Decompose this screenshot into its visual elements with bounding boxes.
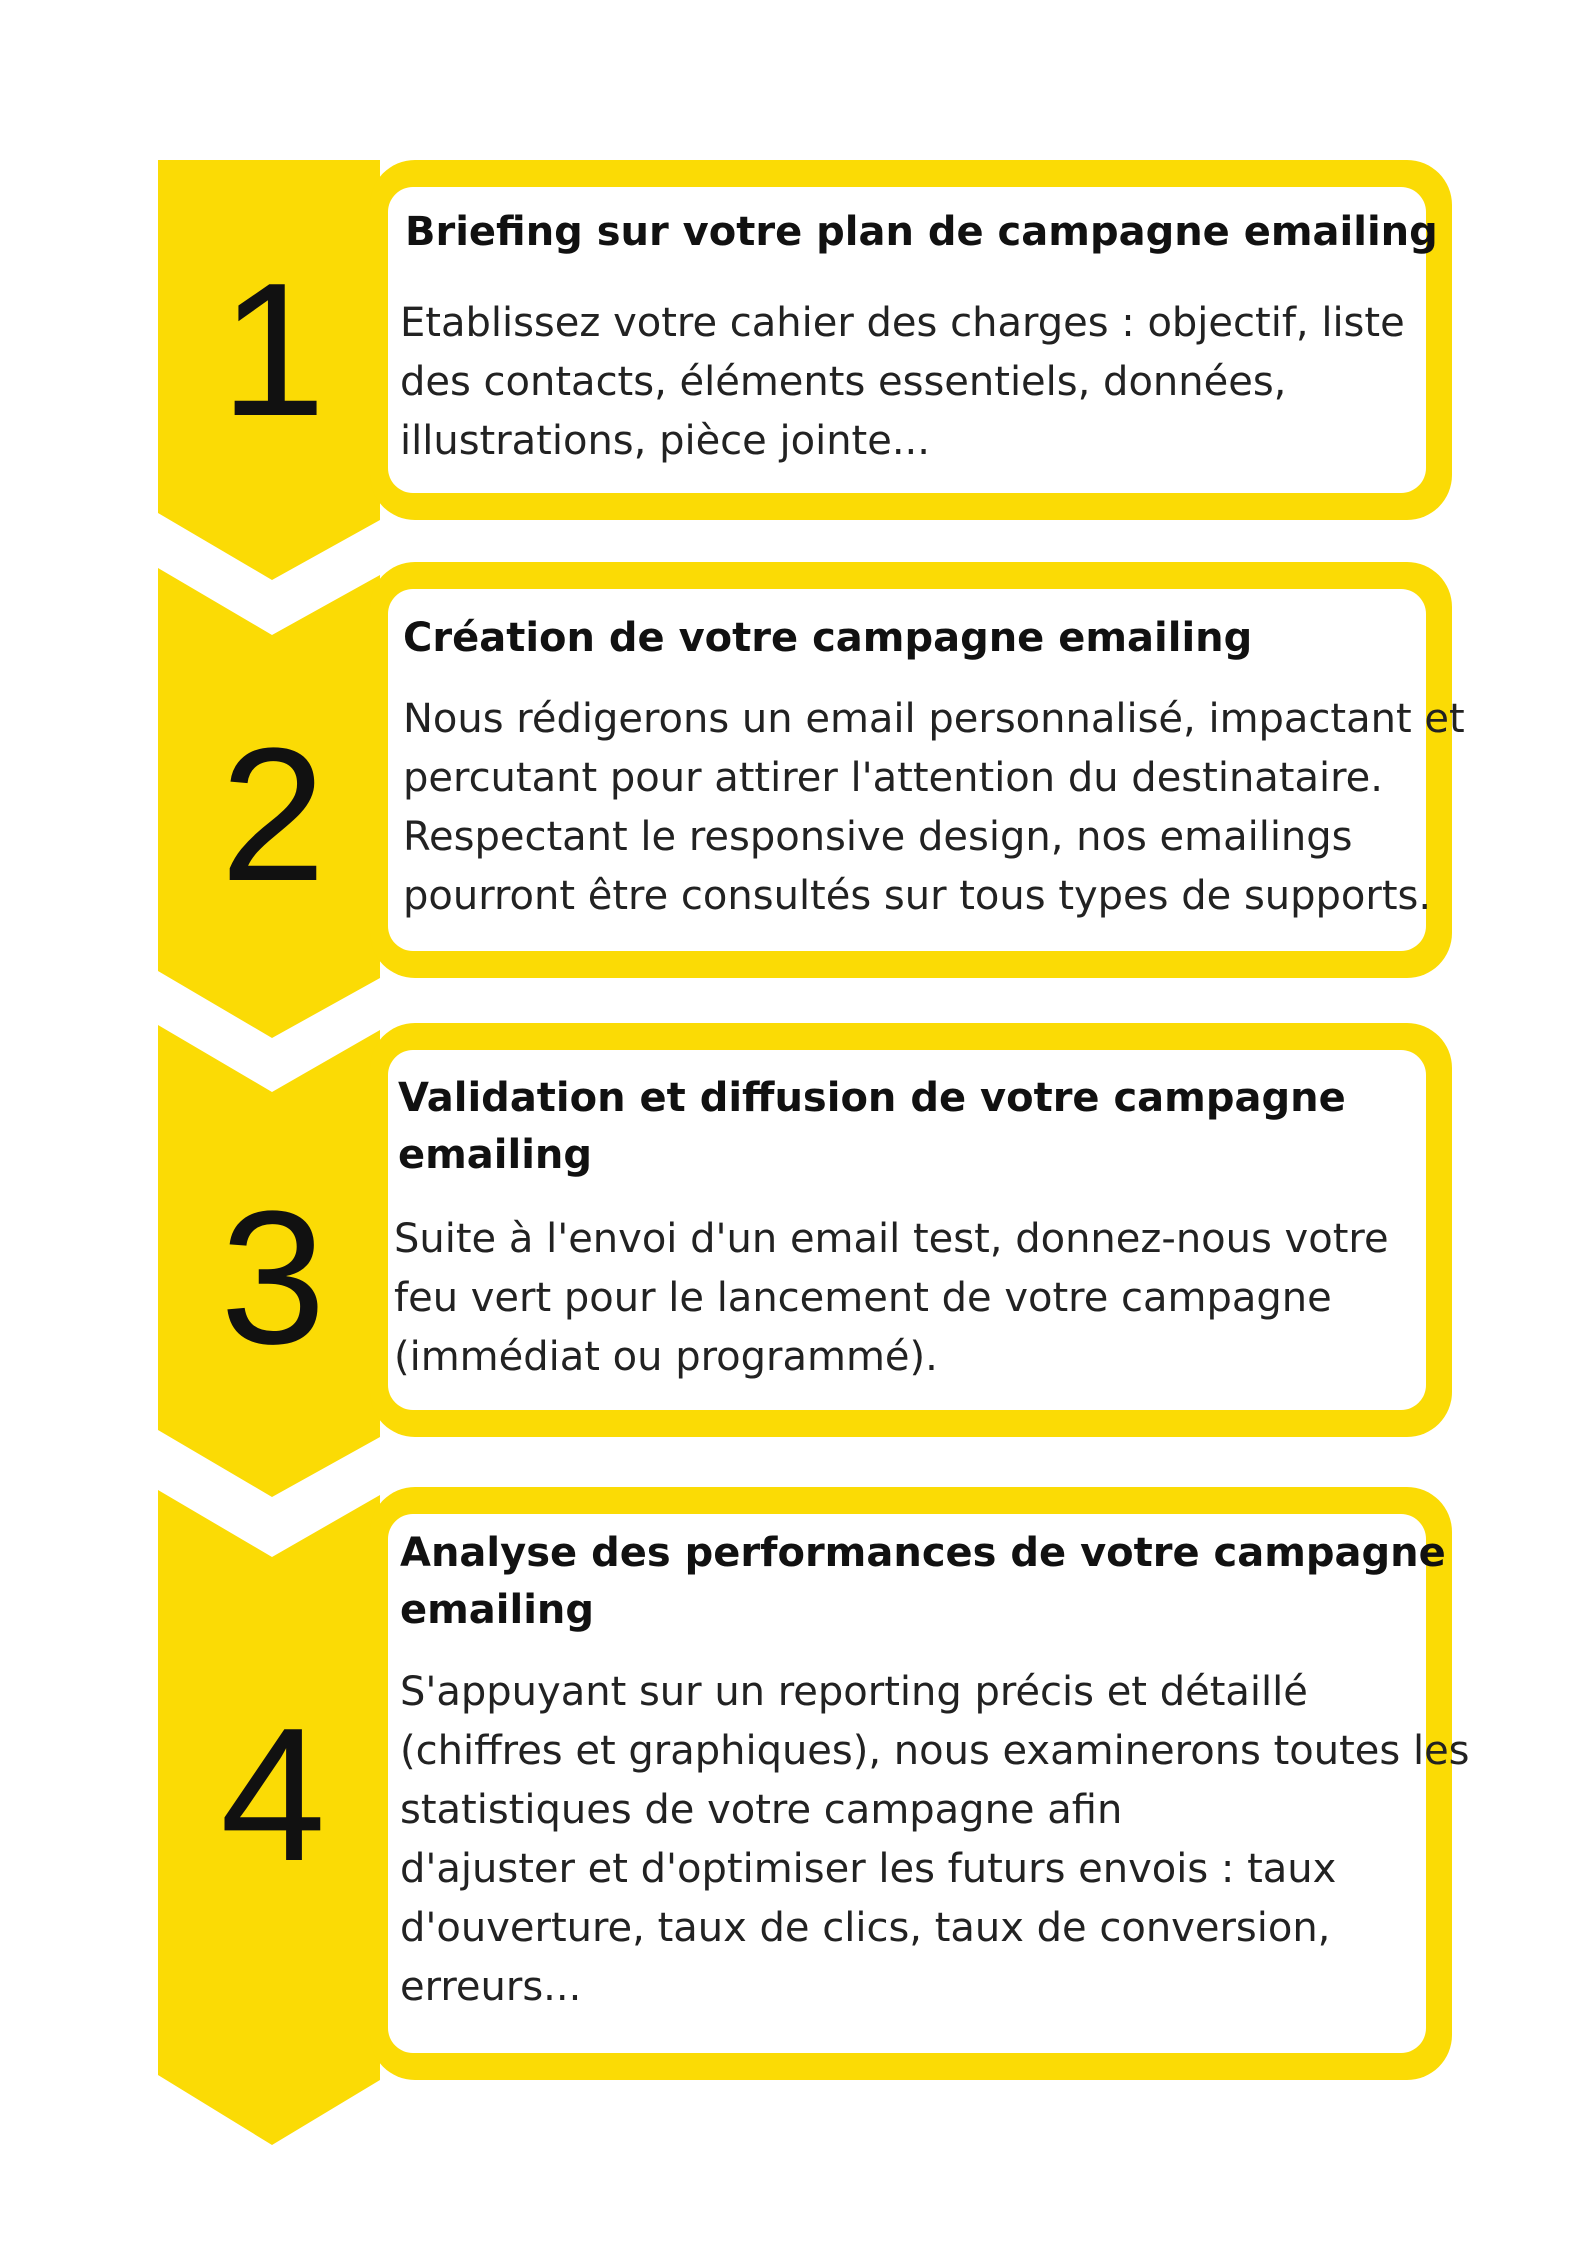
step-2-description: Nous rédigerons un email personnalisé, impactant et percutant pour attirer l'attention du destinataire. Respectant le responsive design, nos emailings pourront être consultés sur tous types de supports. bbox=[403, 696, 1465, 919]
step-3-number: 3 bbox=[220, 1172, 326, 1384]
step-1-description: Etablissez votre cahier des charges : objectif, liste des contacts, éléments essentiels, données, illustrations, pièce jointe... bbox=[400, 300, 1405, 464]
step-3-description: Suite à l'envoi d'un email test, donnez-nous votre feu vert pour le lancement de votre campagne (immédiat ou programmé). bbox=[394, 1216, 1389, 1380]
step-1-number: 1 bbox=[220, 244, 326, 456]
step-4-number: 4 bbox=[220, 1689, 326, 1901]
step-3-title: Validation et diffusion de votre campagne emailing bbox=[398, 1075, 1346, 1178]
step-1-title: Briefing sur votre plan de campagne emailing bbox=[405, 209, 1438, 255]
step-4-title: Analyse des performances de votre campagne emailing bbox=[400, 1530, 1446, 1633]
step-2-number: 2 bbox=[220, 709, 326, 921]
step-2-title: Création de votre campagne emailing bbox=[403, 615, 1253, 661]
step-4-description: S'appuyant sur un reporting précis et détaillé (chiffres et graphiques), nous examinerons toutes les statistiques de votre campagne afin d'ajuster et d'optimiser les futurs envois : taux d'ouverture, taux de clics, taux de conversion, erreurs... bbox=[400, 1669, 1470, 2010]
